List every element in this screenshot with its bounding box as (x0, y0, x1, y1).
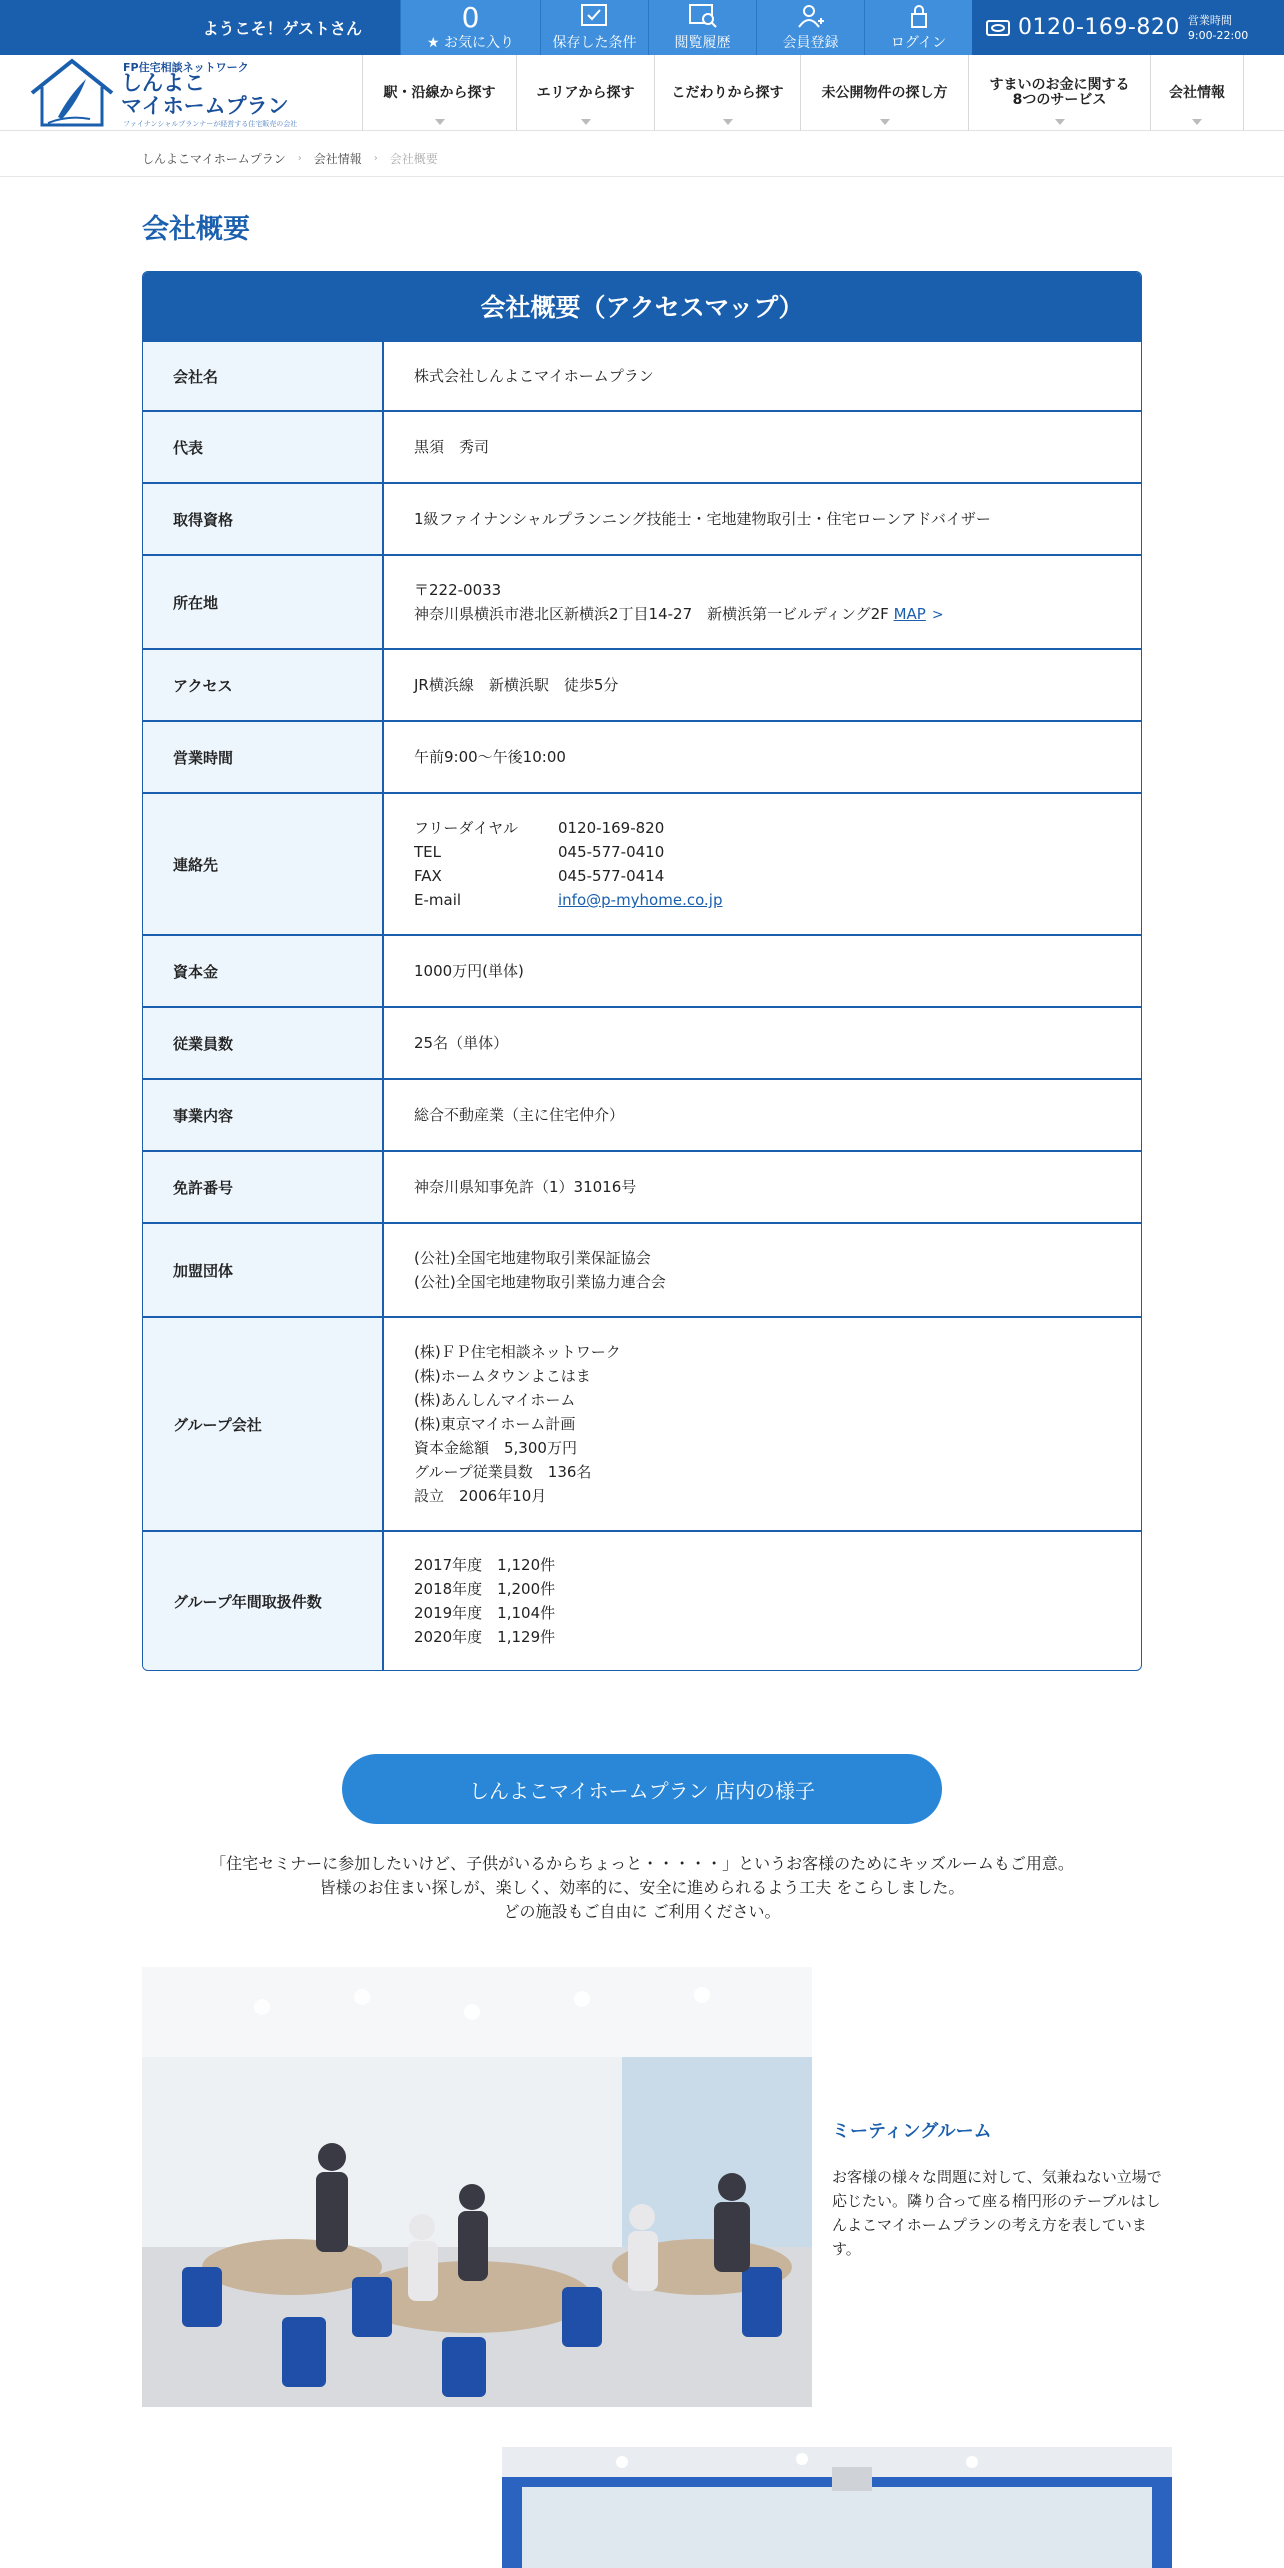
group-item: グループ従業員数 136名 (414, 1463, 592, 1481)
association-item: (公社)全国宅地建物取引業協力連合会 (414, 1273, 666, 1291)
store-interior-button[interactable]: しんよこマイホームプラン 店内の様子 (342, 1754, 942, 1824)
chevron-right-icon: › (297, 153, 302, 164)
chevron-down-icon (1055, 119, 1065, 125)
logo-title (121, 72, 289, 118)
breadcrumb-company-info[interactable]: 会社情報 (313, 152, 362, 166)
table-title: 会社概要（アクセスマップ） (143, 272, 1141, 340)
row-label-group: グループ会社 (143, 1318, 384, 1530)
table-row (143, 934, 1141, 1006)
row-label-deals: グループ年間取扱件数 (143, 1532, 384, 1670)
map-link[interactable]: MAP (893, 604, 926, 623)
main-nav (362, 55, 1244, 131)
chevron-down-icon (581, 119, 591, 125)
qualifications-text: 1級ファイナンシャルプランニング技能士・宅地建物取引士・住宅ローンアドバイザー (414, 510, 991, 528)
saved-conditions-icon (580, 3, 610, 29)
chevron-down-icon (435, 119, 445, 125)
row-value-address (384, 556, 1141, 648)
store-description-line: どの施設もご自由に ご利用ください。 (503, 1902, 781, 1921)
group-item: (株)ＦＰ住宅相談ネットワーク (414, 1343, 621, 1361)
table-row (143, 554, 1141, 648)
row-label-employees: 従業員数 (143, 1008, 384, 1078)
saved-conditions-button[interactable] (540, 0, 648, 55)
row-label-hours: 営業時間 (143, 722, 384, 792)
row-label-company: 会社名 (143, 342, 384, 410)
chevron-right-icon: > (931, 606, 944, 623)
nav-area-search[interactable] (516, 55, 654, 131)
contact-key: TEL (414, 843, 441, 861)
table-row (143, 648, 1141, 720)
group-item: (株)あんしんマイホーム (414, 1391, 576, 1409)
row-value-access (384, 650, 1141, 720)
history-button[interactable] (648, 0, 756, 55)
row-value-hours (384, 722, 1141, 792)
nav-unlisted-properties[interactable] (800, 55, 968, 131)
row-value-company (384, 342, 1141, 410)
store-interior-photo (502, 2447, 1172, 2568)
row-value-license (384, 1152, 1141, 1222)
contact-line (414, 888, 1141, 912)
breadcrumb (142, 150, 438, 167)
deals-item: 2019年度 1,104件 (414, 1604, 556, 1622)
row-label-associations: 加盟団体 (143, 1224, 384, 1316)
saved-conditions-label: 保存した条件 (552, 35, 637, 51)
representative-name: 黒須 秀司 (414, 438, 490, 456)
chevron-right-icon: › (373, 153, 378, 164)
row-label-representative: 代表 (143, 412, 384, 482)
address-zip: 〒222-0033 (414, 580, 502, 599)
business-hours (1188, 13, 1248, 43)
group-item: 設立 2006年10月 (414, 1487, 547, 1505)
row-label-capital: 資本金 (143, 936, 384, 1006)
group-item: (株)ホームタウンよこはま (414, 1367, 591, 1385)
page-title: 会社概要 (142, 214, 250, 245)
contact-key: E-mail (414, 891, 462, 909)
nav-money-services-line2: 8つのサービス (1012, 92, 1107, 108)
association-item: (公社)全国宅地建物取引業保証協会 (414, 1249, 651, 1267)
table-row (143, 720, 1141, 792)
row-label-business: 事業内容 (143, 1080, 384, 1150)
free-dial-icon (986, 20, 1010, 36)
nav-area-search-label: エリアから探す (536, 84, 635, 101)
row-value-capital (384, 936, 1141, 1006)
table-row (143, 1316, 1141, 1530)
group-item: 資本金総額 5,300万円 (414, 1439, 577, 1457)
business-hours-value: 9:00-22:00 (1187, 28, 1249, 42)
lock-icon (904, 3, 934, 29)
row-value-qualifications (384, 484, 1141, 554)
register-user-icon (796, 3, 826, 29)
nav-station-search-label: 駅・沿線から探す (383, 84, 496, 101)
deals-item: 2020年度 1,129件 (414, 1628, 556, 1646)
business-hours-label: 営業時間 (1187, 13, 1232, 27)
store-description-line: 「住宅セミナーに参加したいけど、子供がいるからちょっと・・・・・」というお客様のためにキッズルームもご用意。 (210, 1854, 1074, 1873)
table-row (143, 410, 1141, 482)
table-row (143, 1222, 1141, 1316)
chevron-down-icon (880, 119, 890, 125)
company-name: 株式会社しんよこマイホームプラン (414, 367, 654, 385)
register-label: 会員登録 (782, 35, 839, 51)
site-logo[interactable] (28, 55, 358, 131)
logo-subtitle: FP住宅相談ネットワーク (123, 61, 249, 74)
contact-key: FAX (414, 867, 442, 885)
meeting-room-title: ミーティングルーム (832, 2121, 992, 2142)
contact-line (414, 864, 1141, 888)
group-item: (株)東京マイホーム計画 (414, 1415, 576, 1433)
row-label-contact: 連絡先 (143, 794, 384, 934)
logo-tagline: ファイナンシャルプランナーが経営する住宅販売の会社 (123, 120, 298, 128)
store-description-line: 皆様のお住まい探しが、楽しく、効率的に、安全に進められるよう工夫 をこらしました。 (319, 1878, 965, 1897)
breadcrumb-home[interactable]: しんよこマイホームプラン (142, 152, 286, 166)
row-value-business (384, 1080, 1141, 1150)
breadcrumb-current: 会社概要 (389, 152, 438, 166)
row-value-contact (384, 794, 1141, 934)
nav-feature-search-label: こだわりから探す (671, 84, 784, 101)
table-row (143, 340, 1141, 410)
table-row (143, 1530, 1141, 1670)
logo-title-line1: しんよこ (121, 71, 205, 95)
row-value-associations (384, 1224, 1141, 1316)
deals-item: 2017年度 1,120件 (414, 1556, 556, 1574)
row-value-deals (384, 1532, 1141, 1670)
favorites-count: 0 (461, 1, 480, 34)
breadcrumb-divider (0, 176, 1284, 177)
top-bar (0, 0, 1284, 55)
employees-text: 25名（単体） (414, 1034, 509, 1052)
register-button[interactable] (756, 0, 864, 55)
email-link[interactable]: info@p-myhome.co.jp (558, 891, 723, 909)
table-row (143, 1006, 1141, 1078)
contact-key: フリーダイヤル (414, 819, 518, 837)
tel-area[interactable] (972, 0, 1284, 55)
row-label-qualifications: 取得資格 (143, 484, 384, 554)
table-row (143, 1150, 1141, 1222)
meeting-room-photo (142, 1967, 812, 2407)
company-info-table (142, 271, 1142, 1671)
logo-title-line2: マイホームプラン (121, 94, 289, 118)
house-logo-icon (28, 57, 118, 129)
row-label-license: 免許番号 (143, 1152, 384, 1222)
chevron-down-icon (1192, 119, 1202, 125)
table-row (143, 1078, 1141, 1150)
deals-item: 2018年度 1,200件 (414, 1580, 556, 1598)
nav-money-services[interactable] (968, 55, 1150, 131)
nav-company-info-label: 会社情報 (1169, 84, 1225, 101)
nav-company-info[interactable] (1150, 55, 1244, 131)
nav-station-search[interactable] (362, 55, 516, 131)
address-text: 神奈川県横浜市港北区新横浜2丁目14-27 新横浜第一ビルディング2F (414, 604, 889, 623)
login-label: ログイン (890, 35, 947, 51)
contact-value: 045-577-0410 (558, 843, 665, 861)
row-value-employees (384, 1008, 1141, 1078)
address-line (414, 602, 1141, 627)
favorites-button[interactable] (400, 0, 540, 55)
chevron-down-icon (723, 119, 733, 125)
access-text: JR横浜線 新横浜駅 徒歩5分 (414, 676, 619, 694)
history-label: 閲覧履歴 (674, 35, 731, 51)
table-row (143, 792, 1141, 934)
nav-money-services-line1: すまいのお金に関する (989, 77, 1130, 93)
history-icon (688, 3, 718, 29)
row-label-address: 所在地 (143, 556, 384, 648)
tel-number[interactable]: 0120-169-820 (1018, 15, 1180, 40)
table-row (143, 482, 1141, 554)
row-value-group (384, 1318, 1141, 1530)
contact-value: 0120-169-820 (558, 819, 665, 837)
login-button[interactable] (864, 0, 972, 55)
row-label-access: アクセス (143, 650, 384, 720)
contact-line (414, 840, 1141, 864)
meeting-room-description: お客様の様々な問題に対して、気兼ねない立場で応じたい。隣り合って座る楕円形のテーブルはしんよこマイホームプランの考え方を表しています。 (832, 2168, 1162, 2258)
license-text: 神奈川県知事免許（1）31016号 (414, 1178, 637, 1196)
site-header (0, 55, 1284, 131)
contact-line (414, 816, 1141, 840)
capital-text: 1000万円(単体) (414, 962, 524, 980)
store-description (142, 1852, 1142, 1924)
welcome-message: ようこそ！ゲストさん (202, 19, 362, 38)
business-text: 総合不動産業（主に住宅仲介） (414, 1106, 625, 1124)
nav-unlisted-properties-label: 未公開物件の探し方 (821, 84, 948, 101)
hours-text: 午前9:00〜午後10:00 (414, 748, 566, 766)
row-value-representative (384, 412, 1141, 482)
favorites-label: ★ お気に入り (426, 35, 514, 51)
contact-value: 045-577-0414 (558, 867, 665, 885)
nav-feature-search[interactable] (654, 55, 800, 131)
